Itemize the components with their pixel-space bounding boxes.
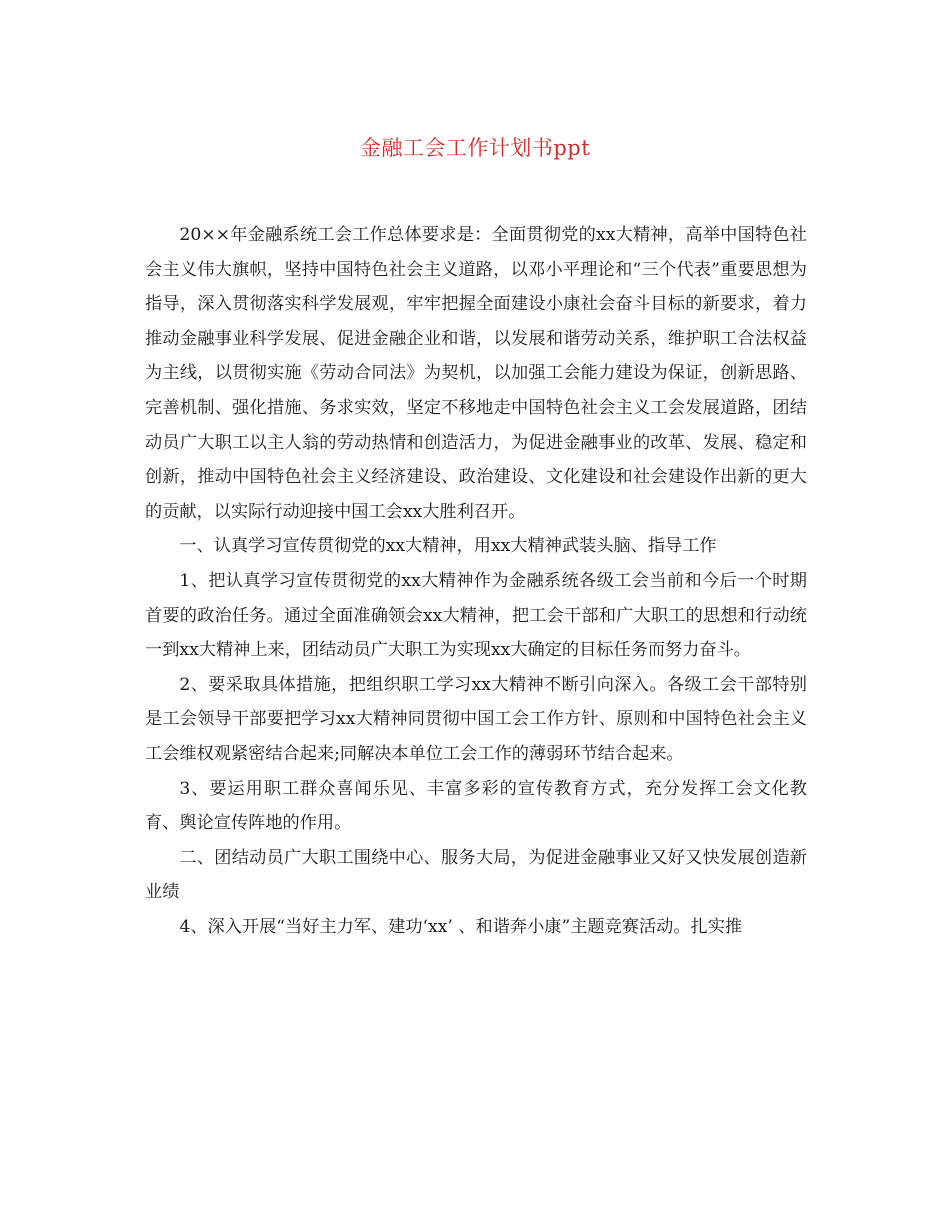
document-title: 金融工会工作计划书ppt — [359, 136, 591, 160]
section-heading-2: 二、团结动员广大职工围绕中心、服务大局，为促进金融事业又好又快发展创造新业绩 — [145, 847, 807, 903]
paragraph-item-4: 4、深入开展“当好主力军、建功‘xx’ 、和谐奔小康”主题竞赛活动。扎实推 — [179, 916, 743, 937]
section-heading-1: 一、认真学习宣传贯彻党的xx大精神，用xx大精神武装头脑、指导工作 — [179, 536, 717, 557]
paragraph-item-1: 1、把认真学习宣传贯彻党的xx大精神作为金融系统各级工会当前和今后一个时期首要的政治任务。通过全面准确领会xx大精神，把工会干部和广大职工的思想和行动统一到xx大精神上来，团结动员广大职工为实现xx大确定的目标任务而努力奋斗。 — [145, 570, 807, 661]
paragraph-item-3: 3、要运用职工群众喜闻乐见、丰富多彩的宣传教育方式，充分发挥工会文化教育、舆论宣传阵地的作用。 — [145, 778, 807, 834]
paragraph-intro: 20××年金融系统工会工作总体要求是：全面贯彻党的xx大精神，高举中国特色社会主义伟大旗帜，坚持中国特色社会主义道路，以邓小平理论和“三个代表”重要思想为指导，深入贯彻落实科学发展观，牢牢把握全面建设小康社会奋斗目标的新要求，着力推动金融事业科学发展、促进金融企业和谐，以发展和谐劳动关系，维护职工合法权益为主线，以贯彻实施《劳动合同法》为契机，以加强工会能力建设为保证，创新思路、完善机制、强化措施、务求实效，坚定不移地走中国特色社会主义工会发展道路，团结动员广大职工以主人翁的劳动热情和创造活力，为促进金融事业的改革、发展、稳定和创新，推动中国特色社会主义经济建设、政治建设、文化建设和社会建设作出新的更大的贡献，以实际行动迎接中国工会xx大胜利召开。 — [145, 225, 807, 522]
paragraph-item-2: 2、要采取具体措施，把组织职工学习xx大精神不断引向深入。各级工会干部特别是工会领导干部要把学习xx大精神同贯彻中国工会工作方针、原则和中国特色社会主义工会维权观紧密结合起来;同解决本单位工会工作的薄弱环节结合起来。 — [145, 674, 807, 764]
document-body — [145, 218, 807, 944]
